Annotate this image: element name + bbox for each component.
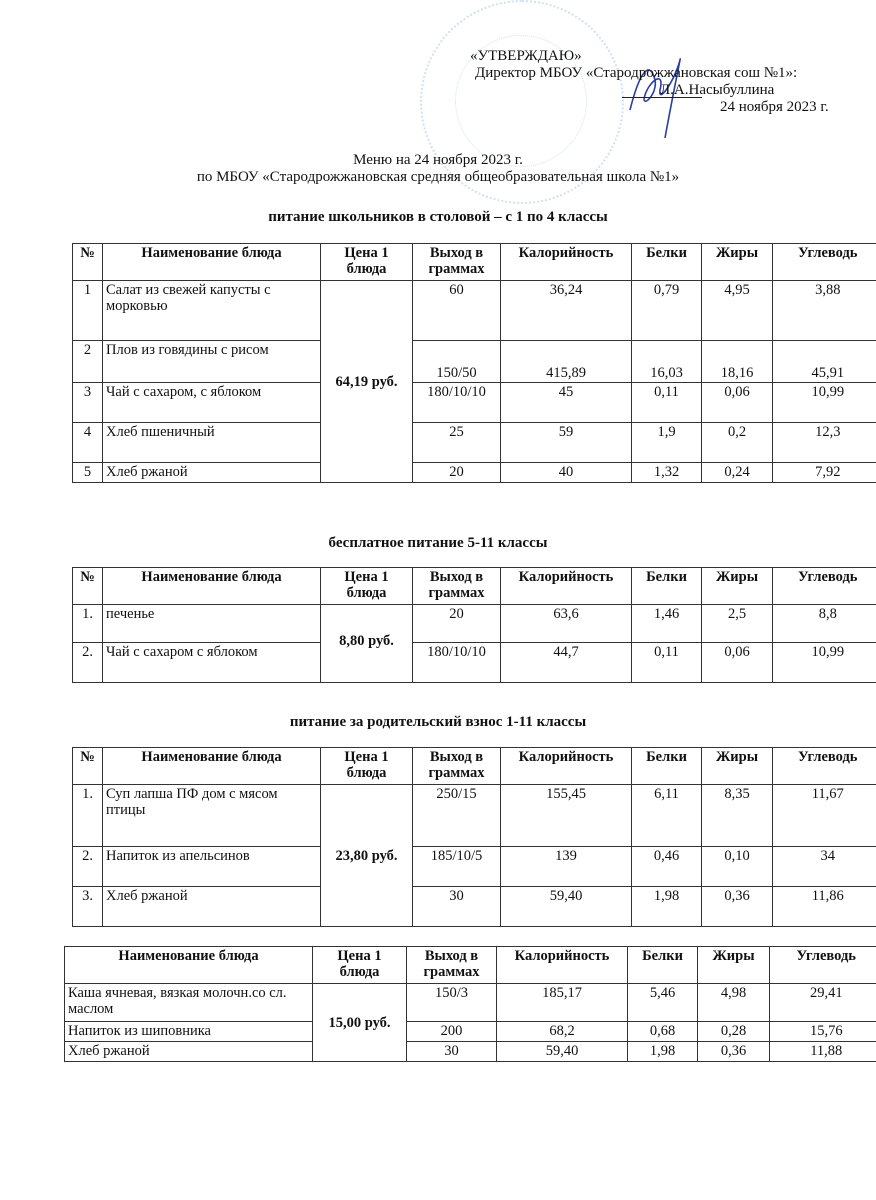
cell-calories: 155,45 [501,785,632,847]
cell-name: печенье [103,605,321,643]
col-header-price: Цена 1 блюда [313,947,407,984]
section-title-free-meals: бесплатное питание 5-11 классы [328,535,548,551]
col-header-yield: Выход в граммах [413,748,501,785]
cell-no: 1 [73,281,103,341]
col-header-fat: Жиры [702,568,773,605]
cell-fat: 4,98 [698,984,770,1022]
cell-calories: 45 [501,383,632,423]
cell-name: Хлеб ржаной [103,463,321,483]
cell-fat: 0,36 [698,1042,770,1062]
cell-protein: 6,11 [632,785,702,847]
cell-no: 5 [73,463,103,483]
cell-protein: 0,68 [628,1022,698,1042]
col-header-yield: Выход в граммах [413,244,501,281]
cell-yield: 180/10/10 [413,383,501,423]
cell-yield: 30 [413,887,501,927]
cell-fat: 0,06 [702,383,773,423]
col-header-fat: Жиры [702,748,773,785]
cell-protein: 0,11 [632,383,702,423]
col-header-carbs: Углеводь [773,244,876,281]
approval-heading: «УТВЕРЖДАЮ» [470,48,582,64]
cell-fat: 2,5 [702,605,773,643]
cell-carbs: 7,92 [773,463,876,483]
cell-fat: 0,10 [702,847,773,887]
cell-protein: 1,46 [632,605,702,643]
cell-carbs: 10,99 [773,643,876,683]
table-row [73,281,876,341]
table-header-row [73,244,876,281]
cell-protein: 0,46 [632,847,702,887]
cell-yield: 150/50 [413,341,501,383]
approval-position: Директор МБОУ «Стародрожжановская сош №1»: [475,65,798,81]
cell-protein: 0,79 [632,281,702,341]
table-row [73,383,876,423]
col-header-calories: Калорийность [501,748,632,785]
cell-price: 64,19 руб. [321,281,413,483]
cell-carbs: 45,91 [773,341,876,383]
cell-fat: 0,06 [702,643,773,683]
col-header-name: Наименование блюда [103,748,321,785]
cell-name: Суп лапша ПФ дом с мясом птицы [103,785,321,847]
col-header-price: Цена 1 блюда [321,748,413,785]
menu-table-extra [64,946,876,1062]
cell-carbs: 15,76 [770,1022,876,1042]
cell-fat: 8,35 [702,785,773,847]
menu-table-grades-1-4 [72,243,876,483]
col-header-protein: Белки [632,568,702,605]
cell-carbs: 11,86 [773,887,876,927]
cell-yield: 20 [413,463,501,483]
cell-name: Хлеб пшеничный [103,423,321,463]
cell-price: 8,80 руб. [321,605,413,683]
cell-name: Хлеб ржаной [65,1042,313,1062]
cell-carbs: 8,8 [773,605,876,643]
cell-protein: 5,46 [628,984,698,1022]
col-header-fat: Жиры [702,244,773,281]
cell-carbs: 10,99 [773,383,876,423]
cell-calories: 63,6 [501,605,632,643]
cell-calories: 59,40 [497,1042,628,1062]
table-row [73,847,876,887]
cell-no: 2. [73,847,103,887]
table-header-row [73,568,876,605]
cell-no: 3 [73,383,103,423]
cell-protein: 1,9 [632,423,702,463]
col-header-calories: Калорийность [497,947,628,984]
cell-name: Напиток из шиповника [65,1022,313,1042]
cell-calories: 44,7 [501,643,632,683]
cell-name: Чай с сахаром с яблоком [103,643,321,683]
cell-carbs: 11,88 [770,1042,876,1062]
table-row [73,785,876,847]
col-header-carbs: Углеводь [773,748,876,785]
col-header-calories: Калорийность [501,244,632,281]
cell-calories: 415,89 [501,341,632,383]
cell-protein: 1,98 [632,887,702,927]
table-row [73,887,876,927]
table-row [73,605,876,643]
cell-no: 1. [73,605,103,643]
col-header-name: Наименование блюда [103,568,321,605]
col-header-calories: Калорийность [501,568,632,605]
cell-fat: 0,28 [698,1022,770,1042]
col-header-no: № [73,748,103,785]
cell-no: 3. [73,887,103,927]
col-header-price: Цена 1 блюда [321,568,413,605]
table-row [73,643,876,683]
cell-yield: 185/10/5 [413,847,501,887]
cell-fat: 0,36 [702,887,773,927]
menu-table-free-meals [72,567,876,683]
cell-name: Каша ячневая, вязкая молочн.со сл. маслом [65,984,313,1022]
table-row [73,463,876,483]
col-header-name: Наименование блюда [103,244,321,281]
cell-protein: 0,11 [632,643,702,683]
table-row [65,1022,876,1042]
cell-protein: 16,03 [632,341,702,383]
cell-calories: 59,40 [501,887,632,927]
cell-yield: 200 [407,1022,497,1042]
cell-calories: 40 [501,463,632,483]
col-header-protein: Белки [628,947,698,984]
cell-name: Плов из говядины с рисом [103,341,321,383]
menu-title: Меню на 24 ноября 2023 г. [353,152,523,168]
cell-name: Хлеб ржаной [103,887,321,927]
cell-name: Напиток из апельсинов [103,847,321,887]
table-row [65,1042,876,1062]
col-header-carbs: Углеводь [770,947,876,984]
col-header-name: Наименование блюда [65,947,313,984]
section-title-grades-1-4: питание школьников в столовой – с 1 по 4 классы [268,209,608,225]
col-header-carbs: Углеводь [773,568,876,605]
col-header-yield: Выход в граммах [413,568,501,605]
menu-table-parent-paid [72,747,876,927]
cell-yield: 60 [413,281,501,341]
cell-price: 23,80 руб. [321,785,413,927]
col-header-no: № [73,244,103,281]
menu-subtitle: по МБОУ «Стародрожжановская средняя общеобразовательная школа №1» [196,169,680,185]
cell-fat: 0,2 [702,423,773,463]
cell-carbs: 34 [773,847,876,887]
table-row [73,341,876,383]
cell-calories: 59 [501,423,632,463]
table-header-row [65,947,876,984]
cell-yield: 180/10/10 [413,643,501,683]
cell-yield: 150/3 [407,984,497,1022]
cell-name: Чай с сахаром, с яблоком [103,383,321,423]
col-header-fat: Жиры [698,947,770,984]
cell-carbs: 11,67 [773,785,876,847]
cell-fat: 4,95 [702,281,773,341]
cell-calories: 185,17 [497,984,628,1022]
cell-protein: 1,32 [632,463,702,483]
table-row [73,423,876,463]
cell-calories: 36,24 [501,281,632,341]
cell-no: 2 [73,341,103,383]
cell-price: 15,00 руб. [313,984,407,1062]
col-header-no: № [73,568,103,605]
approval-name: Л.А.Насыбуллина [660,82,775,98]
cell-carbs: 12,3 [773,423,876,463]
cell-fat: 0,24 [702,463,773,483]
cell-yield: 20 [413,605,501,643]
cell-fat: 18,16 [702,341,773,383]
col-header-protein: Белки [632,244,702,281]
cell-protein: 1,98 [628,1042,698,1062]
cell-carbs: 29,41 [770,984,876,1022]
cell-calories: 139 [501,847,632,887]
table-row [65,984,876,1022]
approval-block [470,48,829,115]
cell-carbs: 3,88 [773,281,876,341]
cell-no: 2. [73,643,103,683]
cell-no: 1. [73,785,103,847]
section-title-parent-paid: питание за родительский взнос 1-11 классы [289,714,587,730]
col-header-protein: Белки [632,748,702,785]
cell-yield: 30 [407,1042,497,1062]
col-header-price: Цена 1 блюда [321,244,413,281]
cell-yield: 250/15 [413,785,501,847]
cell-yield: 25 [413,423,501,463]
cell-calories: 68,2 [497,1022,628,1042]
col-header-yield: Выход в граммах [407,947,497,984]
table-header-row [73,748,876,785]
cell-no: 4 [73,423,103,463]
approval-date: 24 ноября 2023 г. [720,99,829,115]
cell-name: Салат из свежей капусты с морковью [103,281,321,341]
